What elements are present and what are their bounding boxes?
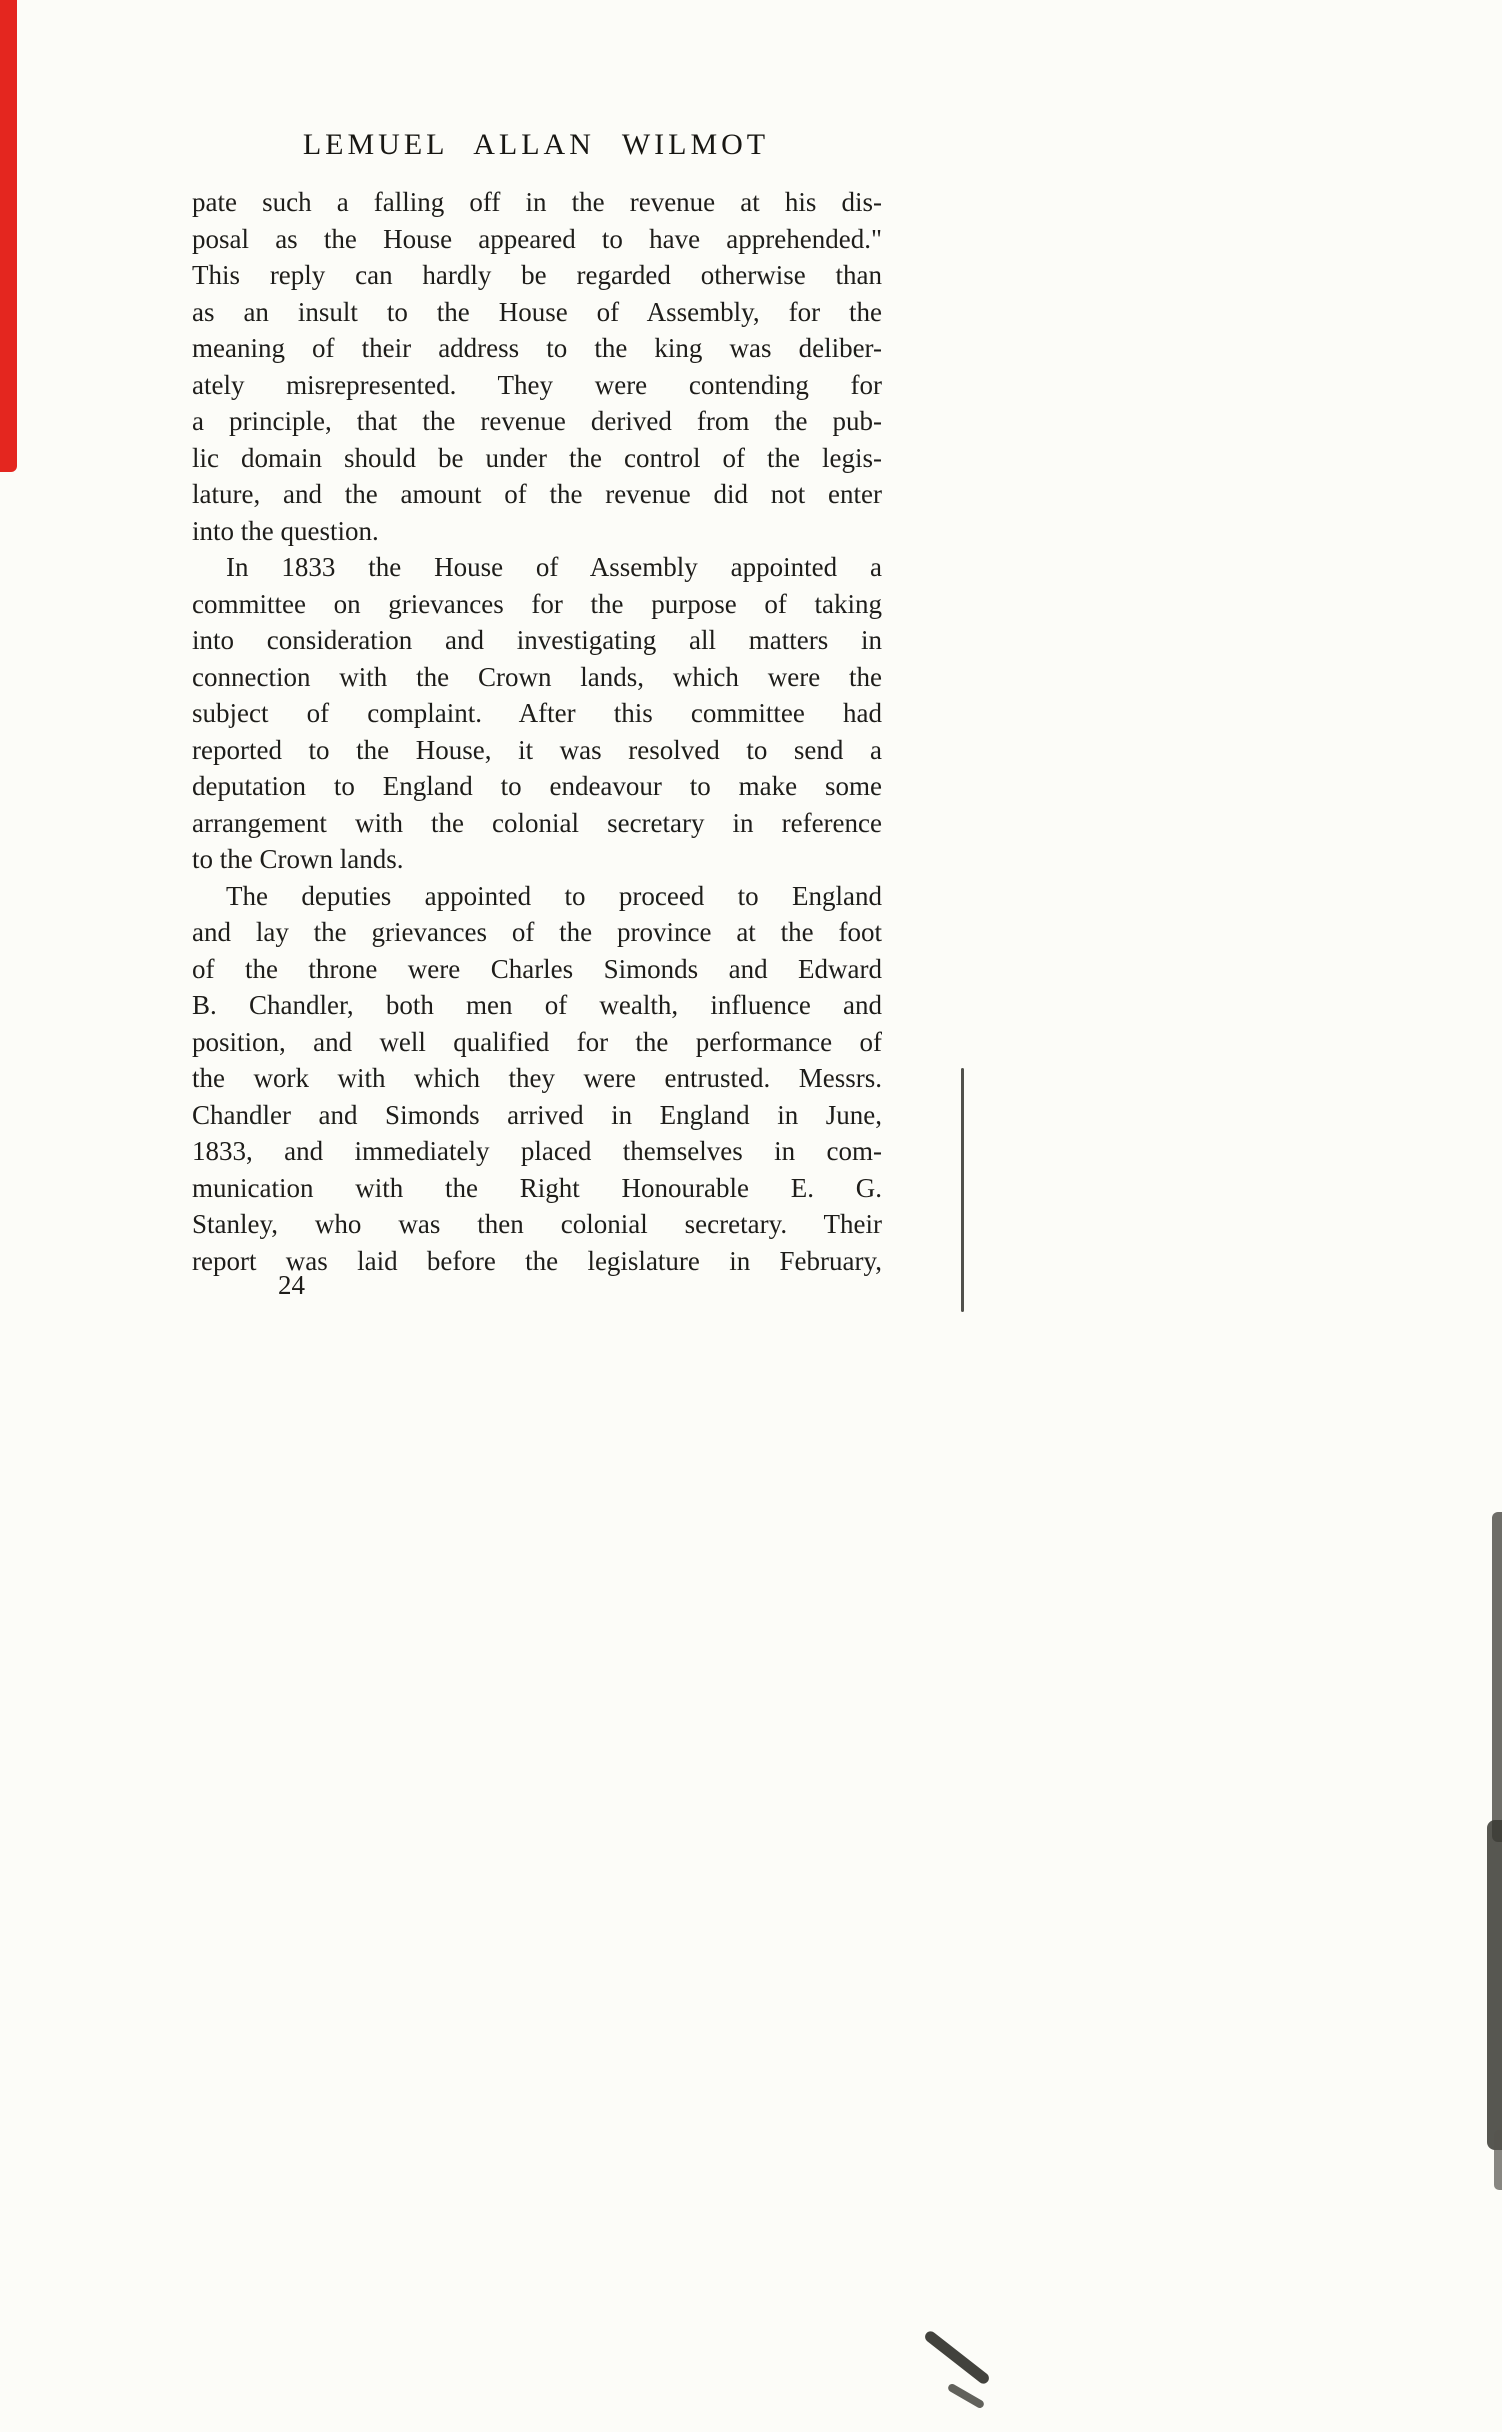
paragraph	[192, 878, 882, 1280]
text-line: into the question.	[192, 515, 379, 546]
text-line: munication with the Right Honourable E. G.	[192, 1172, 882, 1203]
scan-corner-mark	[923, 2329, 991, 2386]
text-line: and lay the grievances of the province at the foot	[192, 917, 882, 947]
text-line: ately misrepresented. They were contending for	[192, 369, 882, 400]
text-line: connection with the Crown lands, which were the	[192, 661, 882, 692]
text-line: Stanley, who was then colonial secretary. Their	[192, 1209, 882, 1239]
text-line: position, and well qualified for the performance of	[192, 1026, 882, 1057]
text-line: the work with which they were entrusted. Messrs.	[192, 1063, 882, 1093]
text-line: deputation to England to endeavour to make some	[192, 771, 882, 801]
text-line: The deputies appointed to proceed to England	[226, 880, 882, 911]
text-line: lature, and the amount of the revenue did not enter	[192, 479, 882, 509]
paragraph	[192, 184, 882, 549]
paragraph	[192, 549, 882, 878]
text-line: This reply can hardly be regarded otherwise than	[192, 260, 882, 290]
text-line: pate such a falling off in the revenue at his dis-	[192, 187, 882, 217]
scan-edge-smudge	[1487, 1820, 1502, 2150]
text-line: report was laid before the legislature in February,	[192, 1245, 882, 1276]
scan-edge-smudge	[1492, 1512, 1502, 1842]
text-line: In 1833 the House of Assembly appointed a	[226, 552, 882, 582]
text-line: arrangement with the colonial secretary in reference	[192, 807, 882, 838]
text-block	[192, 184, 882, 1279]
text-line: lic domain should be under the control of the legis-	[192, 442, 882, 473]
text-line: reported to the House, it was resolved to send a	[192, 734, 882, 765]
scan-corner-mark	[947, 2383, 986, 2410]
scan-line-artifact	[961, 1068, 964, 1312]
text-line: into consideration and investigating all matters in	[192, 625, 882, 655]
text-line: of the throne were Charles Simonds and Edward	[192, 953, 882, 984]
text-line: as an insult to the House of Assembly, for the	[192, 296, 882, 327]
red-edge-stripe	[0, 0, 17, 472]
text-line: 1833, and immediately placed themselves in com-	[192, 1136, 882, 1166]
text-line: committee on grievances for the purpose of taking	[192, 588, 882, 619]
page-title: LEMUEL ALLAN WILMOT	[302, 128, 770, 161]
text-line: subject of complaint. After this committee had	[192, 698, 882, 728]
text-line: Chandler and Simonds arrived in England in June,	[192, 1099, 882, 1130]
text-line: to the Crown lands.	[192, 844, 404, 874]
text-line: posal as the House appeared to have apprehended."	[192, 223, 882, 254]
text-line: a principle, that the revenue derived from the pub-	[192, 406, 882, 436]
text-line: B. Chandler, both men of wealth, influence and	[192, 990, 882, 1020]
page-number: 24	[278, 1270, 305, 1300]
text-line: meaning of their address to the king was deliber-	[192, 333, 882, 363]
scan-edge-smudge	[1494, 2130, 1502, 2190]
